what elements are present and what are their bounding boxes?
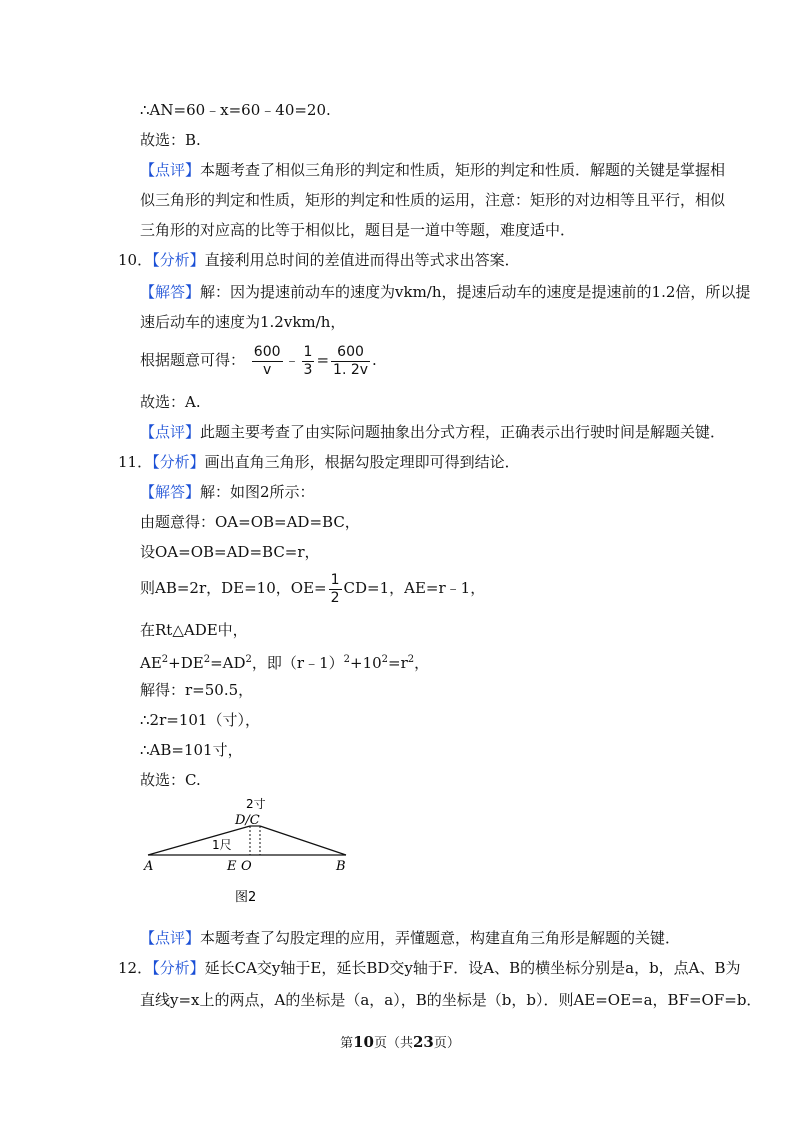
answer-line: ∴AB=101寸， xyxy=(140,741,243,759)
label-E: E xyxy=(227,859,237,874)
review-tag: 【点评】 xyxy=(140,929,201,947)
label-1chi: 1尺 xyxy=(212,838,232,852)
answer-line: 设OA=OB=AD=BC=r， xyxy=(140,543,320,561)
review-tag: 【点评】 xyxy=(140,161,201,179)
fraction: $\frac{1}{2}$ xyxy=(330,571,340,606)
label-D-C: D/C xyxy=(235,813,260,828)
question-12-analysis xyxy=(118,958,741,978)
analysis-text: 延长CA交y轴于E，延长BD交y轴于F．设A、B的横坐标分别是a，b，点A、B为 xyxy=(204,959,741,977)
equals-sign: = xyxy=(316,351,330,369)
analysis-tag: 【分析】 xyxy=(152,251,205,269)
review-text: 本题考查了相似三角形的判定和性质，矩形的判定和性质．解题的关键是掌握相 xyxy=(200,161,726,179)
choice-line: 故选：A. xyxy=(140,393,201,411)
analysis-text: 画出直角三角形，根据勾股定理即可得到结论． xyxy=(204,453,520,471)
minus-sign: ﹣ xyxy=(284,351,300,369)
review-text: 本题考查了勾股定理的应用，弄懂题意，构建直角三角形是解题的关键． xyxy=(200,929,681,947)
review-line: 三角形的对应高的比等于相似比，题目是一道中等题，难度适中． xyxy=(140,221,576,239)
answer-line: 由题意得：OA=OB=AD=BC， xyxy=(140,513,360,531)
equation-prefix: 根据题意可得： xyxy=(140,351,246,369)
analysis-text: 直接利用总时间的差值进而得出等式求出答案． xyxy=(204,251,520,269)
question-number: 11． xyxy=(118,453,153,471)
figure-2-diagram xyxy=(140,795,360,915)
total-pages: 23 xyxy=(413,1033,434,1051)
answer-tag: 【解答】 xyxy=(140,283,201,301)
fraction: $\frac{600}{1. 2v}$ xyxy=(333,343,369,378)
answer-tag: 【解答】 xyxy=(140,483,201,501)
review-line xyxy=(140,928,680,948)
segment-CB xyxy=(260,826,346,855)
page-number: 10 xyxy=(353,1033,374,1051)
answer-line xyxy=(140,282,750,302)
analysis-tag: 【分析】 xyxy=(152,453,205,471)
figure-caption: 图2 xyxy=(235,890,257,905)
answer-line: 速后动车的速度为1.2vkm/h， xyxy=(140,313,346,331)
pythagoras-line: $AE^2+DE^2=AD^2$，即$(r﹣1)^2+10^2=r^2$， xyxy=(140,654,430,672)
label-B: B xyxy=(336,859,346,874)
answer-line: 在Rt△ADE中， xyxy=(140,621,248,639)
label-A: A xyxy=(144,859,154,874)
question-number: 10． xyxy=(118,251,153,269)
question-10-analysis xyxy=(118,250,520,270)
choice-line: 故选：B. xyxy=(140,131,201,149)
review-line: 似三角形的判定和性质，矩形的判定和性质的运用，注意：矩形的对边相等且平行，相似 xyxy=(140,191,726,209)
label-O: O xyxy=(241,859,252,874)
segment-AD xyxy=(148,826,250,855)
answer-line: 则AB=2r，DE=10，OE= $\frac{1}{2}$ CD=1，AE=r﹣1， xyxy=(140,571,486,606)
answer-text: 解：如图2所示： xyxy=(200,483,315,501)
review-line xyxy=(140,160,725,180)
analysis-line: 直线y=x上的两点，A的坐标是（a，a），B的坐标是（b，b）．则AE=OE=a，BF=OF=b． xyxy=(140,991,762,1009)
question-11-analysis xyxy=(118,452,520,472)
label-2cun: 2寸 xyxy=(246,797,266,811)
question-number: 12． xyxy=(118,959,153,977)
answer-line xyxy=(140,482,315,502)
review-text: 此题主要考查了由实际问题抽象出分式方程，正确表示出行驶时间是解题关键． xyxy=(200,423,726,441)
answer-line: 解得：r=50.5， xyxy=(140,681,254,699)
equation-line xyxy=(140,342,377,379)
period: . xyxy=(372,351,377,369)
choice-line: 故选：C. xyxy=(140,771,201,789)
analysis-tag: 【分析】 xyxy=(152,959,205,977)
fraction: $\frac{600}{v}$ xyxy=(253,343,281,378)
review-tag: 【点评】 xyxy=(140,423,201,441)
fraction: $\frac{1}{3}$ xyxy=(303,343,313,378)
answer-line: ∴2r=101（寸）， xyxy=(140,711,260,729)
solution-line: ∴AN=60﹣x=60﹣40=20. xyxy=(140,101,331,119)
review-line xyxy=(140,422,725,442)
page-footer: 第10页（共23页） xyxy=(340,1033,460,1051)
answer-text: 解：因为提速前动车的速度为vkm/h，提速后动车的速度是提速前的1.2倍，所以提 xyxy=(200,283,751,301)
